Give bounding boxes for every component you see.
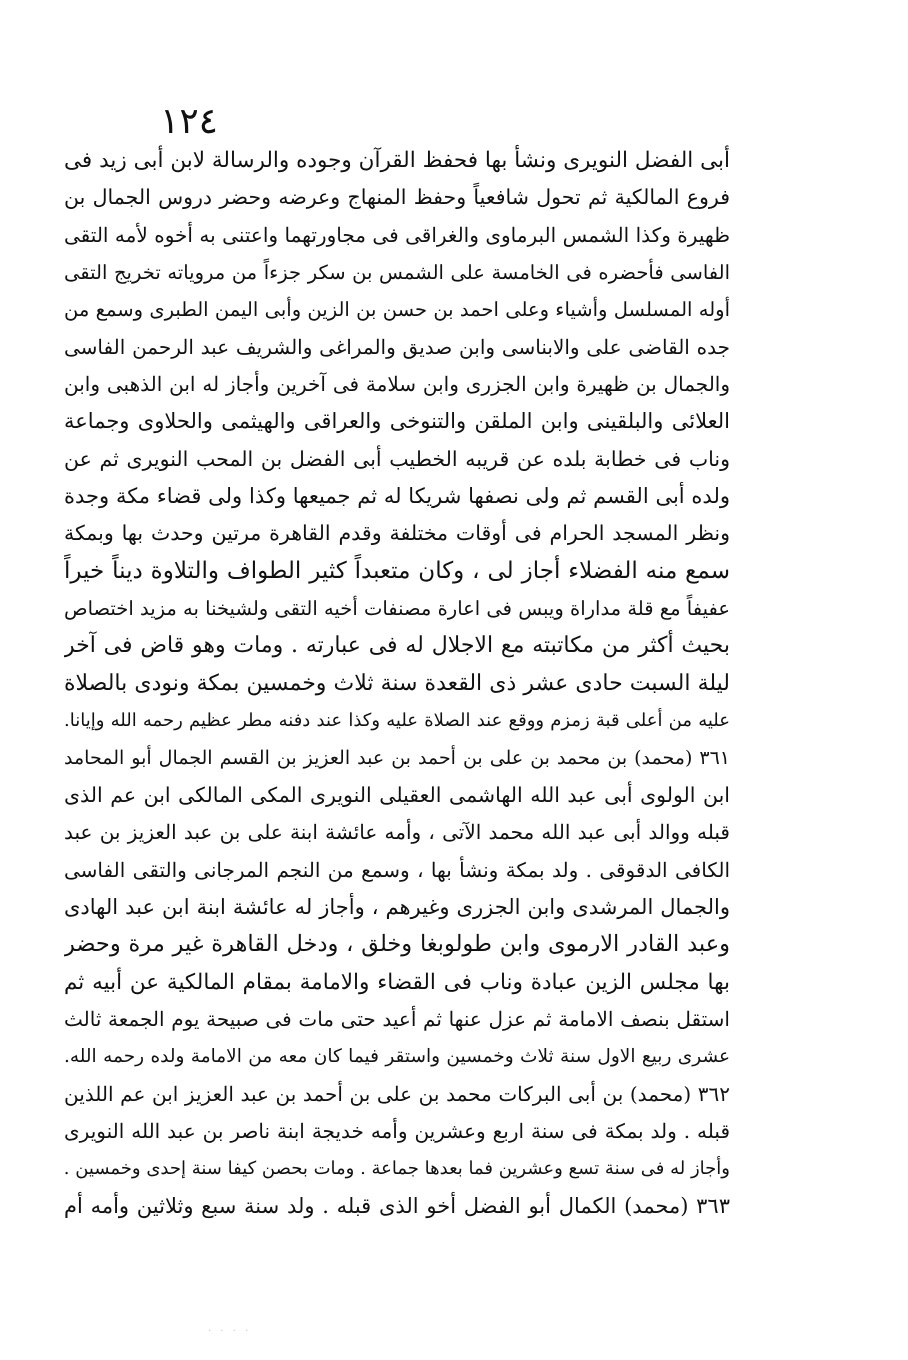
text-line: ونظر المسجد الحرام فى أوقات مختلفة وقدم القاهرة مرتين وحدث بها وبمكة: [64, 521, 730, 546]
text-line: والجمال بن ظهيرة وابن الجزرى وابن سلامة فى آخرين وأجاز له ابن الذهبى وابن: [64, 372, 730, 397]
text-line: الفاسى فأحضره فى الخامسة على الشمس بن سكر جزءاً من مروياته تخريج التقى: [64, 261, 730, 285]
text-line: العلائى والبلقينى وابن الملقن والتنوخى والعراقى والهيثمى والحلاوى وجماعة: [64, 409, 730, 434]
page-number: ١٢٤: [160, 101, 219, 142]
arabic-text-body: [64, 142, 730, 1225]
text-line: بها مجلس الزين عبادة وناب فى القضاء والامامة بمقام المالكية عن أبيه ثم: [64, 969, 730, 995]
text-line: ولده أبى القسم ثم ولى نصفها شريكا له ثم جميعها وكذا ولى قضاء مكة وجدة: [64, 484, 730, 509]
scan-artifact-dots: · · · ·: [208, 1326, 252, 1337]
text-line: قبله ووالد أبى عبد الله محمد الآتى ، وأمه عائشة ابنة على بن عبد العزيز بن عبد: [64, 820, 730, 845]
text-line: ابن الولوى أبى عبد الله الهاشمى العقيلى النويرى المكى المالكى ابن عم الذى: [64, 782, 730, 807]
text-line: أبى الفضل النويرى ونشأ بها فحفظ القرآن وجوده والرسالة لابن أبى زيد فى: [64, 148, 730, 173]
text-line: عليه من أعلى قبة زمزم ووقع عند الصلاة عليه وكذا عند دفنه مطر عظيم رحمه الله وإيانا.: [64, 710, 730, 732]
text-line: ظهيرة وكذا الشمس البرماوى والغراقى فى مجاورتهما واعتنى به أخوه لأمه التقى: [64, 222, 730, 247]
text-line: استقل بنصف الامامة ثم عزل عنها ثم أعيد حتى مات فى صبيحة يوم الجمعة ثالث: [64, 1006, 730, 1031]
text-line: بحيث أكثر من مكاتبته مع الاجلال له فى عبارته . ومات وهو قاض فى آخر: [64, 633, 730, 659]
text-line: وعبد القادر الارموى وابن طولوبغا وخلق ، ودخل القاهرة غير مرة وحضر: [64, 931, 730, 958]
text-line: أوله المسلسل وأشياء وعلى احمد بن حسن بن الزين وأبى اليمن الطبرى وسمع من: [64, 298, 730, 322]
text-line: فروع المالكية ثم تحول شافعياً وحفظ المنهاج وعرضه وحضر دروس الجمال بن: [64, 185, 730, 210]
text-line: سمع منه الفضلاء أجاز لى ، وكان متعبداً كثير الطواف والتلاوة ديناً خيراً: [64, 557, 730, 584]
text-line: والجمال المرشدى وابن الجزرى وغيرهم ، وأجاز له عائشة ابنة ابن عبد الهادى: [64, 894, 730, 919]
text-line: ٣٦٢ (محمد) بن أبى البركات محمد بن على بن أحمد بن عبد العزيز ابن عم اللذين: [64, 1081, 730, 1106]
text-line: وأجاز له فى سنة تسع وعشرين فما بعدها جماعة . ومات بحصن كيفا سنة إحدى وخمسين .: [64, 1158, 730, 1180]
text-line: ٣٦٣ (محمد) الكمال أبو الفضل أخو الذى قبله . ولد سنة سبع وثلاثين وأمه أم: [64, 1193, 730, 1218]
text-line: ليلة السبت حادى عشر ذى القعدة سنة ثلاث وخمسين بمكة ونودى بالصلاة: [64, 670, 730, 696]
text-line: الكافى الدقوقى . ولد بمكة ونشأ بها ، وسمع من النجم المرجانى والتقى الفاسى: [64, 857, 730, 882]
text-line: جده القاضى على والابناسى وابن صديق والمراغى والشريف عبد الرحمن الفاسى: [64, 334, 730, 359]
text-line: قبله . ولد بمكة فى سنة اربع وعشرين وأمه خديجة ابنة ناصر بن عبد الله النويرى: [64, 1118, 730, 1143]
text-line: ٣٦١ (محمد) بن محمد بن على بن أحمد بن عبد العزيز بن القسم الجمال أبو المحامد: [64, 746, 730, 769]
text-line: عفيفاً مع قلة مداراة ويبس فى اعارة مصنفات أخيه التقى ولشيخنا به مزيد اختصاص: [64, 597, 730, 621]
text-line: عشرى ربيع الاول سنة ثلاث وخمسين واستقر فيما كان معه من الامامة ولده رحمه الله.: [64, 1046, 730, 1068]
text-line: وناب فى خطابة بلده عن قريبه الخطيب أبى الفضل بن المحب النويرى ثم عن: [64, 446, 730, 471]
